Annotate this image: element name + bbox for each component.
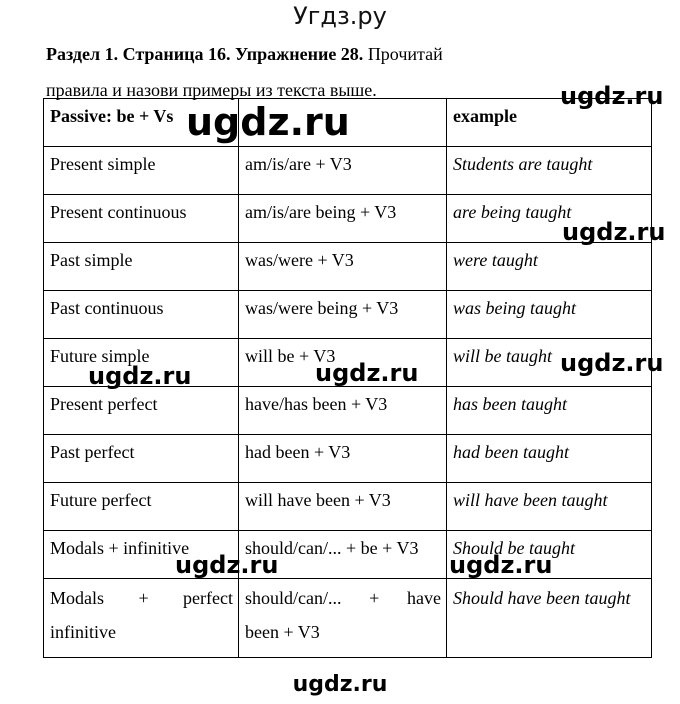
instruction-part-2: правила и назови примеры из текста выше. [46,80,377,100]
watermark: ugdz.ru [315,359,419,387]
tense-cell: Present perfect [44,387,239,435]
example-cell: Should be taught [447,531,652,579]
header-example: example [447,99,652,147]
form-cell: should/can/... + be + V3 [239,531,447,579]
footer-site-link[interactable]: ugdz.ru [292,672,388,697]
table-row [44,387,652,435]
tense-cell: Present continuous [44,195,239,243]
header-tense: Passive: be + Vs [44,99,239,147]
tense-word: Modals [50,588,104,608]
example-cell: are being taught [447,195,652,243]
tense-cell: Future simple [44,339,239,387]
tense-cell [44,579,239,658]
form-cell [239,579,447,658]
form-word: + [369,588,380,608]
tense-cell: Present simple [44,147,239,195]
tense-line-2: infinitive [50,622,116,642]
example-cell: were taught [447,243,652,291]
table-row [44,147,652,195]
form-line-2: been + V3 [245,622,320,642]
tense-word: perfect [183,588,233,608]
tense-cell: Modals + infinitive [44,531,239,579]
table-row [44,531,652,579]
tense-cell: Past simple [44,243,239,291]
site-title: Угдз.ру [293,2,387,30]
form-cell: am/is/are + V3 [239,147,447,195]
table-row [44,483,652,531]
watermark: ugdz.ru [449,551,553,579]
tense-word: + [138,588,149,608]
tense-cell: Past perfect [44,435,239,483]
example-cell: had been taught [447,435,652,483]
tense-cell: Future perfect [44,483,239,531]
watermark: ugdz.ru [175,551,279,579]
watermark: ugdz.ru [562,218,666,246]
example-cell: Should have been taught [447,579,652,658]
table-row [44,243,652,291]
table-row [44,291,652,339]
watermark: ugdz.ru [186,100,350,144]
table-row [44,435,652,483]
form-cell: was/were being + V3 [239,291,447,339]
form-word: should/can/... [245,588,342,608]
form-cell: am/is/are being + V3 [239,195,447,243]
exercise-reference: Раздел 1. Страница 16. Упражнение 28. [46,44,364,64]
watermark: ugdz.ru [560,349,664,377]
example-cell: Students are taught [447,147,652,195]
instruction-part-1: Прочитай [367,44,443,64]
example-cell: was being taught [447,291,652,339]
intro-line-1 [46,36,646,72]
example-cell: will be taught [447,339,652,387]
table-row [44,195,652,243]
form-cell: will have been + V3 [239,483,447,531]
watermark: ugdz.ru [560,82,664,110]
form-cell: have/has been + V3 [239,387,447,435]
tense-cell: Past continuous [44,291,239,339]
form-line-1 [245,581,441,615]
form-cell: will be + V3 [239,339,447,387]
form-word: have [407,588,441,608]
example-cell: has been taught [447,387,652,435]
example-cell: will have been taught [447,483,652,531]
form-cell: was/were + V3 [239,243,447,291]
watermark: ugdz.ru [88,362,192,390]
table-row [44,579,652,658]
form-cell: had been + V3 [239,435,447,483]
tense-line-1 [50,581,233,615]
